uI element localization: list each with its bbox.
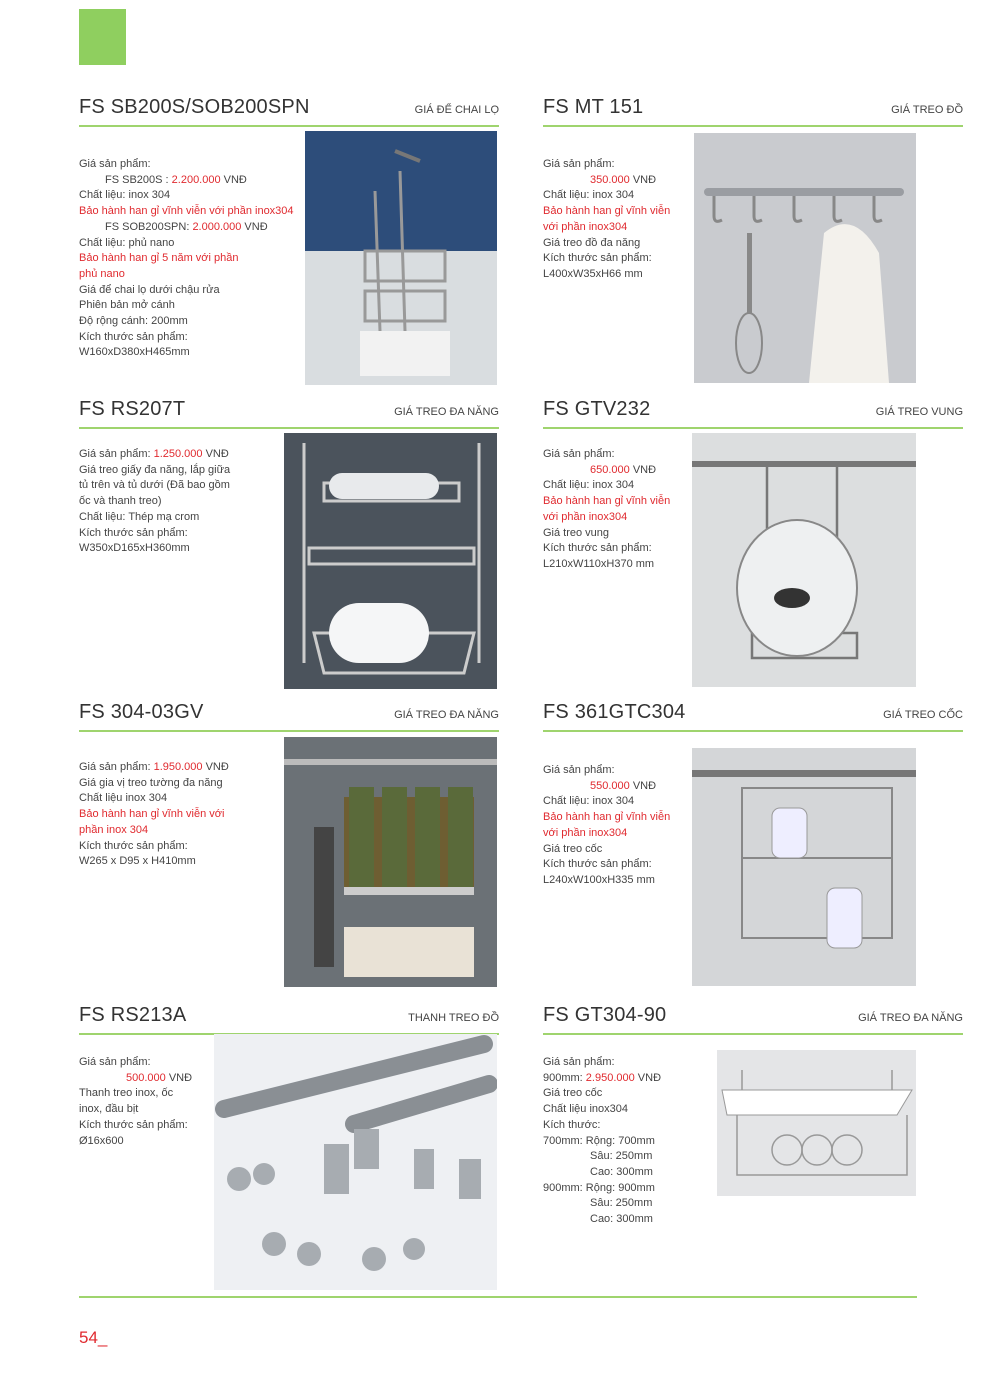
- info-line: Giá gia vị treo tường đa năng: [79, 776, 223, 789]
- info-line: Cao: 300mm: [590, 1213, 653, 1226]
- product-category: GIÁ ĐỂ CHAI LỌ: [414, 104, 499, 116]
- info-line: Bảo hành han gỉ 5 năm với phần: [79, 252, 239, 265]
- product-photo: [692, 748, 916, 986]
- price-value: 500.000: [126, 1071, 166, 1084]
- section-rule: [543, 730, 963, 732]
- info-line: Giá sản phẩm:: [543, 158, 615, 170]
- info-line: Giá sản phẩm:: [543, 764, 615, 776]
- info-line: tủ trên và tủ dưới (Đã bao gồm: [79, 479, 230, 492]
- price-value: 2.200.000: [171, 173, 221, 186]
- info-line: Giá treo đồ đa năng: [543, 236, 641, 249]
- section-rule: [543, 427, 963, 429]
- info-line: 350.000 VNĐ: [590, 173, 657, 186]
- info-line: với phần inox304: [543, 826, 628, 839]
- info-line: Kích thước sản phẩm:: [79, 330, 188, 343]
- price-value: 1.950.000: [153, 761, 203, 773]
- product-category: GIÁ TREO ĐA NĂNG: [858, 1012, 963, 1024]
- info-line: Giá sản phẩm:: [543, 1056, 615, 1068]
- price-value: 2.950.000: [585, 1071, 635, 1084]
- info-line: Thanh treo inox, ốc: [79, 1087, 174, 1100]
- price-value: 350.000: [590, 173, 630, 186]
- info-line: Kích thước sản phẩm:: [543, 252, 652, 265]
- info-line: 500.000 VNĐ: [126, 1071, 193, 1084]
- product-photo: [694, 133, 916, 383]
- info-line: Kích thước sản phẩm:: [79, 1118, 188, 1131]
- product-photo: [692, 433, 916, 687]
- product-photo: [284, 737, 497, 987]
- product-info: [79, 157, 294, 361]
- info-line: Kích thước:: [543, 1118, 601, 1131]
- info-line: với phần inox304: [543, 510, 628, 523]
- info-line: Kích thước sản phẩm:: [79, 839, 188, 852]
- product-code: FS RS213A: [79, 1004, 187, 1026]
- section-rule: [79, 730, 499, 732]
- info-line: Giá sản phẩm: 1.950.000 VNĐ: [79, 761, 229, 773]
- product-info: [79, 760, 229, 870]
- info-line: 650.000 VNĐ: [590, 463, 657, 476]
- info-line: Kích thước sản phẩm:: [543, 542, 652, 555]
- product-photo: [284, 433, 497, 689]
- product-code: FS RS207T: [79, 398, 186, 420]
- product-category: GIÁ TREO ĐỒ: [891, 104, 963, 116]
- info-line: Sâu: 250mm: [590, 1197, 653, 1210]
- product-category: GIÁ TREO VUNG: [875, 406, 963, 418]
- info-line: Chất liệu: inox 304: [543, 189, 635, 202]
- info-line: FS SOB200SPN: 2.000.000 VNĐ: [105, 220, 268, 233]
- info-line: Chất liệu: phủ nano: [79, 236, 175, 249]
- info-line: Giá treo giấy đa năng, lắp giữa: [79, 463, 231, 476]
- info-line: L400xW35xH66 mm: [543, 267, 643, 280]
- info-line: phủ nano: [79, 267, 125, 280]
- product-info: [79, 1055, 192, 1149]
- info-line: ốc và thanh treo): [79, 495, 162, 508]
- info-line: Độ rộng cánh: 200mm: [79, 315, 188, 328]
- product-code: FS MT 151: [543, 96, 644, 118]
- product-info: [543, 447, 670, 573]
- section-rule: [543, 125, 963, 127]
- info-line: Giá sản phẩm:: [79, 158, 151, 170]
- price-value: 550.000: [590, 779, 630, 792]
- info-line: Giá sản phẩm: 1.250.000 VNĐ: [79, 448, 229, 460]
- product-category: THANH TREO ĐỒ: [408, 1012, 499, 1024]
- bottom-rule: [79, 1296, 917, 1298]
- info-line: inox, đầu bịt: [79, 1103, 139, 1116]
- product-code: FS GTV232: [543, 398, 651, 420]
- info-line: Bảo hành han gỉ vĩnh viễn: [543, 495, 671, 508]
- info-line: Giá sản phẩm:: [543, 448, 615, 460]
- product-code: FS 304-03GV: [79, 701, 204, 723]
- info-line: Kích thước sản phẩm:: [79, 526, 188, 539]
- product-code: FS SB200S/SOB200SPN: [79, 96, 310, 118]
- product-info: [543, 1055, 661, 1228]
- info-line: phần inox 304: [79, 823, 149, 836]
- info-line: Bảo hành han gỉ vĩnh viễn với: [79, 808, 225, 821]
- info-line: Giá treo cốc: [543, 842, 603, 855]
- info-line: W350xD165xH360mm: [79, 542, 190, 555]
- price-value: 650.000: [590, 463, 630, 476]
- product-info: [79, 447, 230, 557]
- page-number: 54_: [79, 1328, 108, 1347]
- info-line: W160xD380xH465mm: [79, 346, 190, 359]
- info-line: Chất liệu: inox 304: [543, 479, 635, 492]
- info-line: L210xW110xH370 mm: [543, 557, 655, 570]
- info-line: Chất liệu: inox 304: [543, 795, 635, 808]
- info-line: Bảo hành han gỉ vĩnh viễn: [543, 205, 671, 218]
- info-line: Cao: 300mm: [590, 1165, 653, 1178]
- product-category: GIÁ TREO CỐC: [883, 709, 963, 721]
- info-line: Kích thước sản phẩm:: [543, 858, 652, 871]
- info-line: Giá sản phẩm:: [79, 1056, 151, 1068]
- info-line: với phần inox304: [543, 220, 628, 233]
- info-line: 900mm: Rộng: 900mm: [543, 1181, 655, 1194]
- price-value: 2.000.000: [192, 220, 242, 233]
- product-category: GIÁ TREO ĐA NĂNG: [394, 406, 499, 418]
- price-value: 1.250.000: [153, 448, 203, 460]
- info-line: Giá treo cốc: [543, 1087, 603, 1100]
- info-line: W265 x D95 x H410mm: [79, 855, 196, 868]
- info-line: Giá để chai lọ dưới chậu rửa: [79, 283, 220, 296]
- product-code: FS GT304-90: [543, 1004, 667, 1026]
- info-line: Giá treo vung: [543, 526, 610, 539]
- info-line: Ø16x600: [79, 1134, 124, 1147]
- section-rule: [79, 427, 499, 429]
- product-info: [543, 157, 670, 283]
- info-line: Phiên bản mở cánh: [79, 299, 175, 312]
- info-line: Bảo hành han gỉ vĩnh viễn với phần inox304: [79, 205, 294, 218]
- info-line: Chất liệu: Thép mạ crom: [79, 510, 200, 523]
- info-line: 550.000 VNĐ: [590, 779, 657, 792]
- product-code: FS 361GTC304: [543, 701, 686, 723]
- section-rule: [79, 125, 499, 127]
- section-rule: [543, 1033, 963, 1035]
- info-line: Chất liệu inox304: [543, 1103, 629, 1116]
- info-line: L240xW100xH335 mm: [543, 873, 655, 886]
- product-photo: [305, 131, 497, 385]
- info-line: Sâu: 250mm: [590, 1150, 653, 1163]
- info-line: 700mm: Rộng: 700mm: [543, 1134, 655, 1147]
- info-line: Bảo hành han gỉ vĩnh viễn: [543, 811, 671, 824]
- info-line: FS SB200S : 2.200.000 VNĐ: [105, 173, 247, 186]
- info-line: Chất liệu: inox 304: [79, 189, 171, 202]
- product-photo: [214, 1034, 497, 1290]
- product-category: GIÁ TREO ĐA NĂNG: [394, 709, 499, 721]
- product-photo: [717, 1050, 916, 1196]
- product-info: [543, 763, 670, 889]
- green-accent-block: [79, 9, 126, 65]
- info-line: 900mm: 2.950.000 VNĐ: [543, 1071, 662, 1084]
- info-line: Chất liệu inox 304: [79, 792, 168, 805]
